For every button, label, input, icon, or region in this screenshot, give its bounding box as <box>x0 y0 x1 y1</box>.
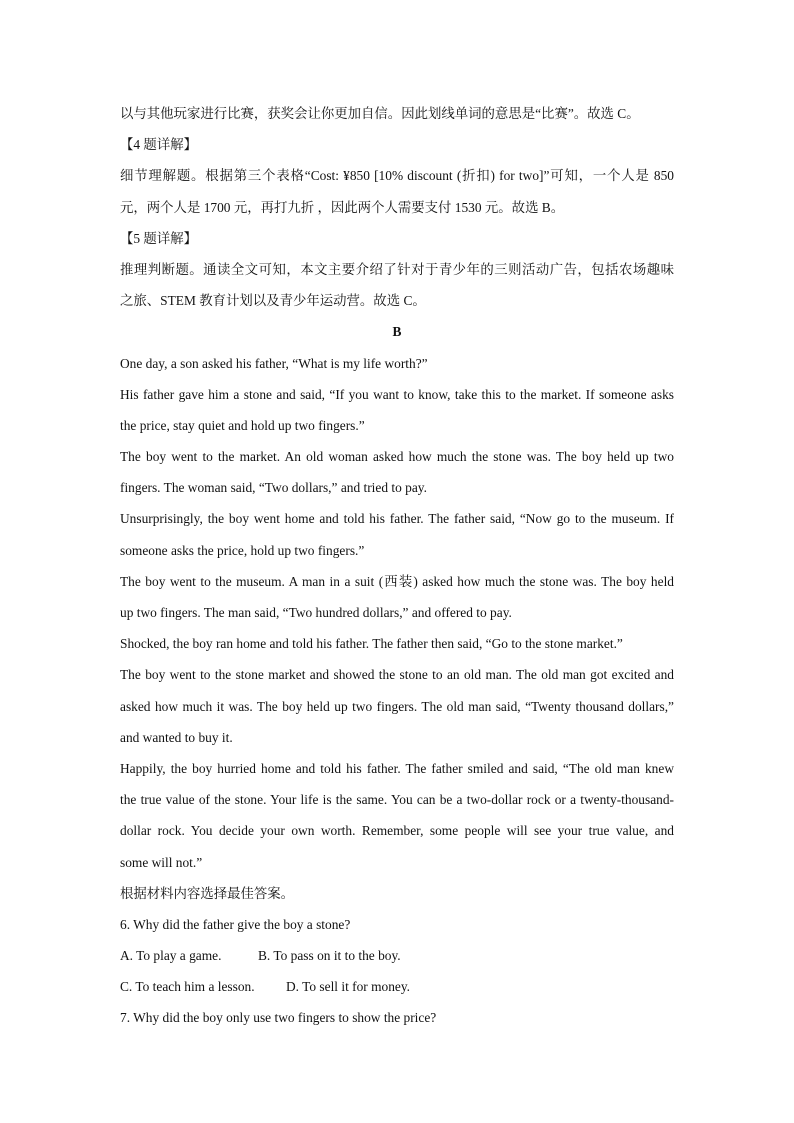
passage-line: One day, a son asked his father, “What is my life worth?” <box>120 355 428 371</box>
question-6-options-row-1 <box>120 940 674 971</box>
question-5-explanation-line: 之旅、STEM 教育计划以及青少年运动营。故选 C。 <box>120 293 426 309</box>
section-b-title: B <box>392 324 402 340</box>
passage-line: asked how much it was. The boy held up two fingers. The old man said, “Twenty thousand dollars,” <box>120 698 674 714</box>
question-5-explanation-line: 推理判断题。通读全文可知，本文主要介绍了针对于青少年的三则活动广告，包括农场趣味 <box>120 261 674 277</box>
passage-line: The boy went to the museum. A man in a suit (西装) asked how much the stone was. The boy held <box>120 573 674 589</box>
question-6-stem: 6. Why did the father give the boy a stone? <box>120 916 351 932</box>
passage-line: Happily, the boy hurried home and told his father. The father smiled and said, “The old man knew <box>120 760 674 776</box>
option-b: B. To pass on it to the boy. <box>258 948 401 964</box>
passage-line: up two fingers. The man said, “Two hundred dollars,” and offered to pay. <box>120 605 512 620</box>
passage-line: someone asks the price, hold up two fingers.” <box>120 542 365 558</box>
passage-line: The boy went to the stone market and showed the stone to an old man. The old man got excited and <box>120 667 674 683</box>
question-5-heading: 【5 题详解】 <box>120 230 197 246</box>
passage-line: His father gave him a stone and said, “If you want to know, take this to the market. If someone asks <box>120 386 674 402</box>
passage-line: The boy went to the market. An old woman asked how much the stone was. The boy held up two <box>120 449 674 465</box>
passage-line: some will not.” <box>120 854 203 870</box>
passage-line: the price, stay quiet and hold up two fingers.” <box>120 417 365 433</box>
question-4-heading: 【4 题详解】 <box>120 137 197 153</box>
passage-line: Shocked, the boy ran home and told his father. The father then said, “Go to the stone market.” <box>120 636 623 652</box>
passage-line: fingers. The woman said, “Two dollars,” and tried to pay. <box>120 480 427 496</box>
passage-line: the true value of the stone. Your life is the same. You can be a two-dollar rock or a twenty-thousand- <box>120 792 674 808</box>
option-a: A. To play a game. <box>120 948 222 964</box>
instruction-line: 根据材料内容选择最佳答案。 <box>120 885 295 901</box>
page-content <box>120 98 674 1034</box>
question-6-options-row-2 <box>120 971 674 1002</box>
explanation-line-3-end: 以与其他玩家进行比赛，获奖会让你更加自信。因此划线单词的意思是“比赛”。故选 C。 <box>120 106 640 121</box>
passage-line: and wanted to buy it. <box>120 729 233 745</box>
question-7-stem: 7. Why did the boy only use two fingers to show the price? <box>120 1010 437 1026</box>
question-4-explanation-line: 元，两个人是 1700 元，再打九折 ，因此两个人需要支付 1530 元。故选 B。 <box>120 199 565 215</box>
question-4-explanation-line: 细节理解题。根据第三个表格“Cost: ¥850 [10% discount (折扣) for two]”可知，一个人是 850 <box>120 168 674 184</box>
passage-line: Unsurprisingly, the boy went home and told his father. The father said, “Now go to the museum. If <box>120 511 674 527</box>
option-c: C. To teach him a lesson. <box>120 979 255 995</box>
passage-line: dollar rock. You decide your own worth. Remember, some people will see your true value, and <box>120 823 674 839</box>
option-d: D. To sell it for money. <box>286 979 411 995</box>
